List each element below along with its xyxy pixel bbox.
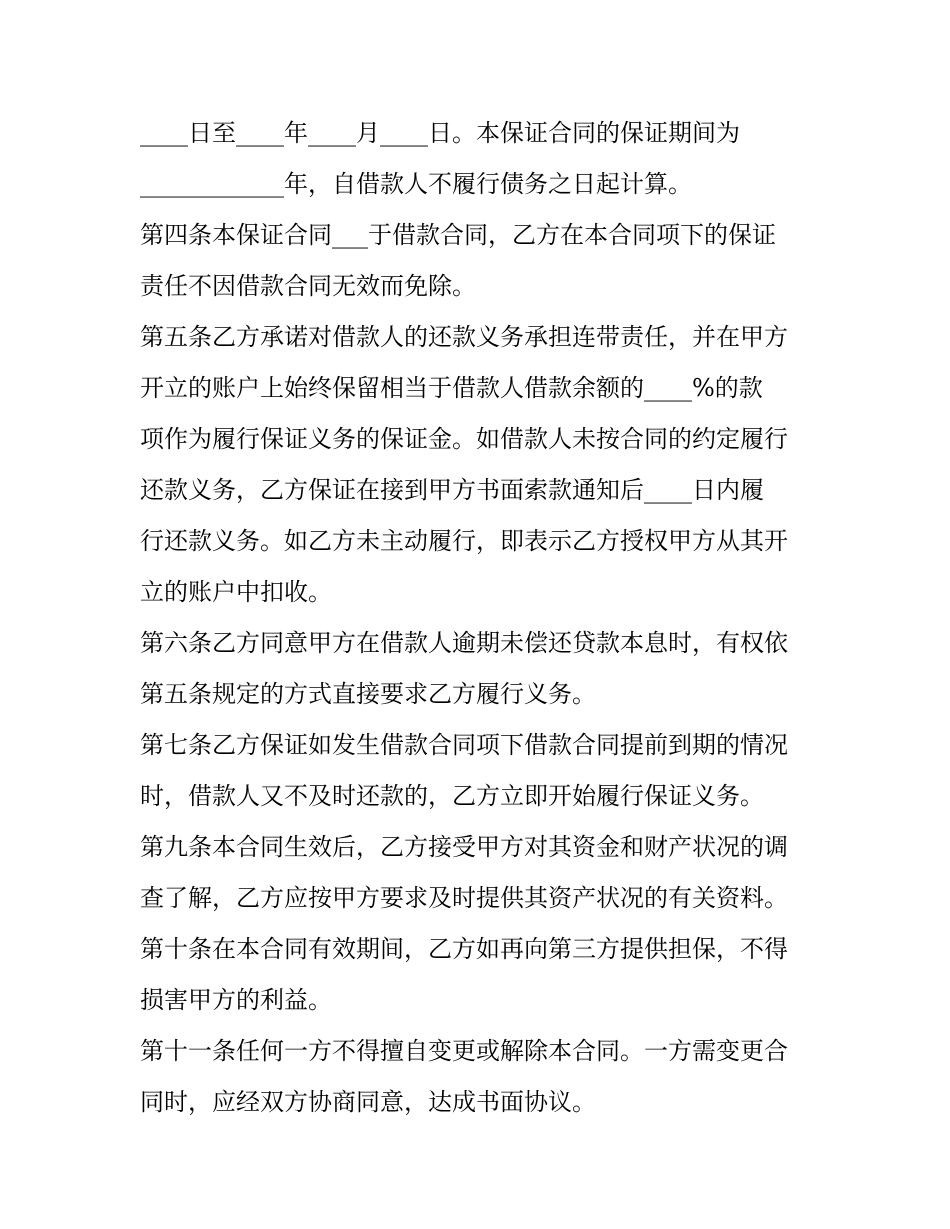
text-line: 第九条本合同生效后，乙方接受甲方对其资金和财产状况的调 xyxy=(140,833,788,861)
document-body xyxy=(140,108,820,1128)
text-line: 第十一条任何一方不得擅自变更或解除本合同。一方需变更合 xyxy=(140,1037,788,1065)
text-line: 第五条规定的方式直接要求乙方履行义务。 xyxy=(140,680,596,708)
text-line: 第六条乙方同意甲方在借款人逾期未偿还贷款本息时，有权依 xyxy=(140,629,788,657)
text-line: 同时，应经双方协商同意，达成书面协议。 xyxy=(140,1088,596,1116)
text-line: 第七条乙方保证如发生借款合同项下借款合同提前到期的情况 xyxy=(140,731,788,759)
text-line: 第十条在本合同有效期间，乙方如再向第三方提供担保，不得 xyxy=(140,935,788,963)
text-line: 查了解，乙方应按甲方要求及时提供其资产状况的有关资料。 xyxy=(140,884,788,912)
text-line: 立的账户中扣收。 xyxy=(140,578,332,606)
text-line: 责任不因借款合同无效而免除。 xyxy=(140,272,476,300)
text-line: 开立的账户上始终保留相当于借款人借款余额的____%的款 xyxy=(140,374,763,402)
text-line: 还款义务，乙方保证在接到甲方书面索款通知后____日内履 xyxy=(140,476,764,504)
text-line: 第五条乙方承诺对借款人的还款义务承担连带责任，并在甲方 xyxy=(140,323,788,351)
text-line: 损害甲方的利益。 xyxy=(140,986,332,1014)
text-line: 行还款义务。如乙方未主动履行，即表示乙方授权甲方从其开 xyxy=(140,527,788,555)
text-line: ____________年，自借款人不履行债务之日起计算。 xyxy=(140,170,692,198)
text-line: 第四条本保证合同___于借款合同，乙方在本合同项下的保证 xyxy=(140,221,776,249)
text-line: ____日至____年____月____日。本保证合同的保证期间为 xyxy=(140,119,740,147)
text-line: 时，借款人又不及时还款的，乙方立即开始履行保证义务。 xyxy=(140,782,764,810)
text-line: 项作为履行保证义务的保证金。如借款人未按合同的约定履行 xyxy=(140,425,788,453)
